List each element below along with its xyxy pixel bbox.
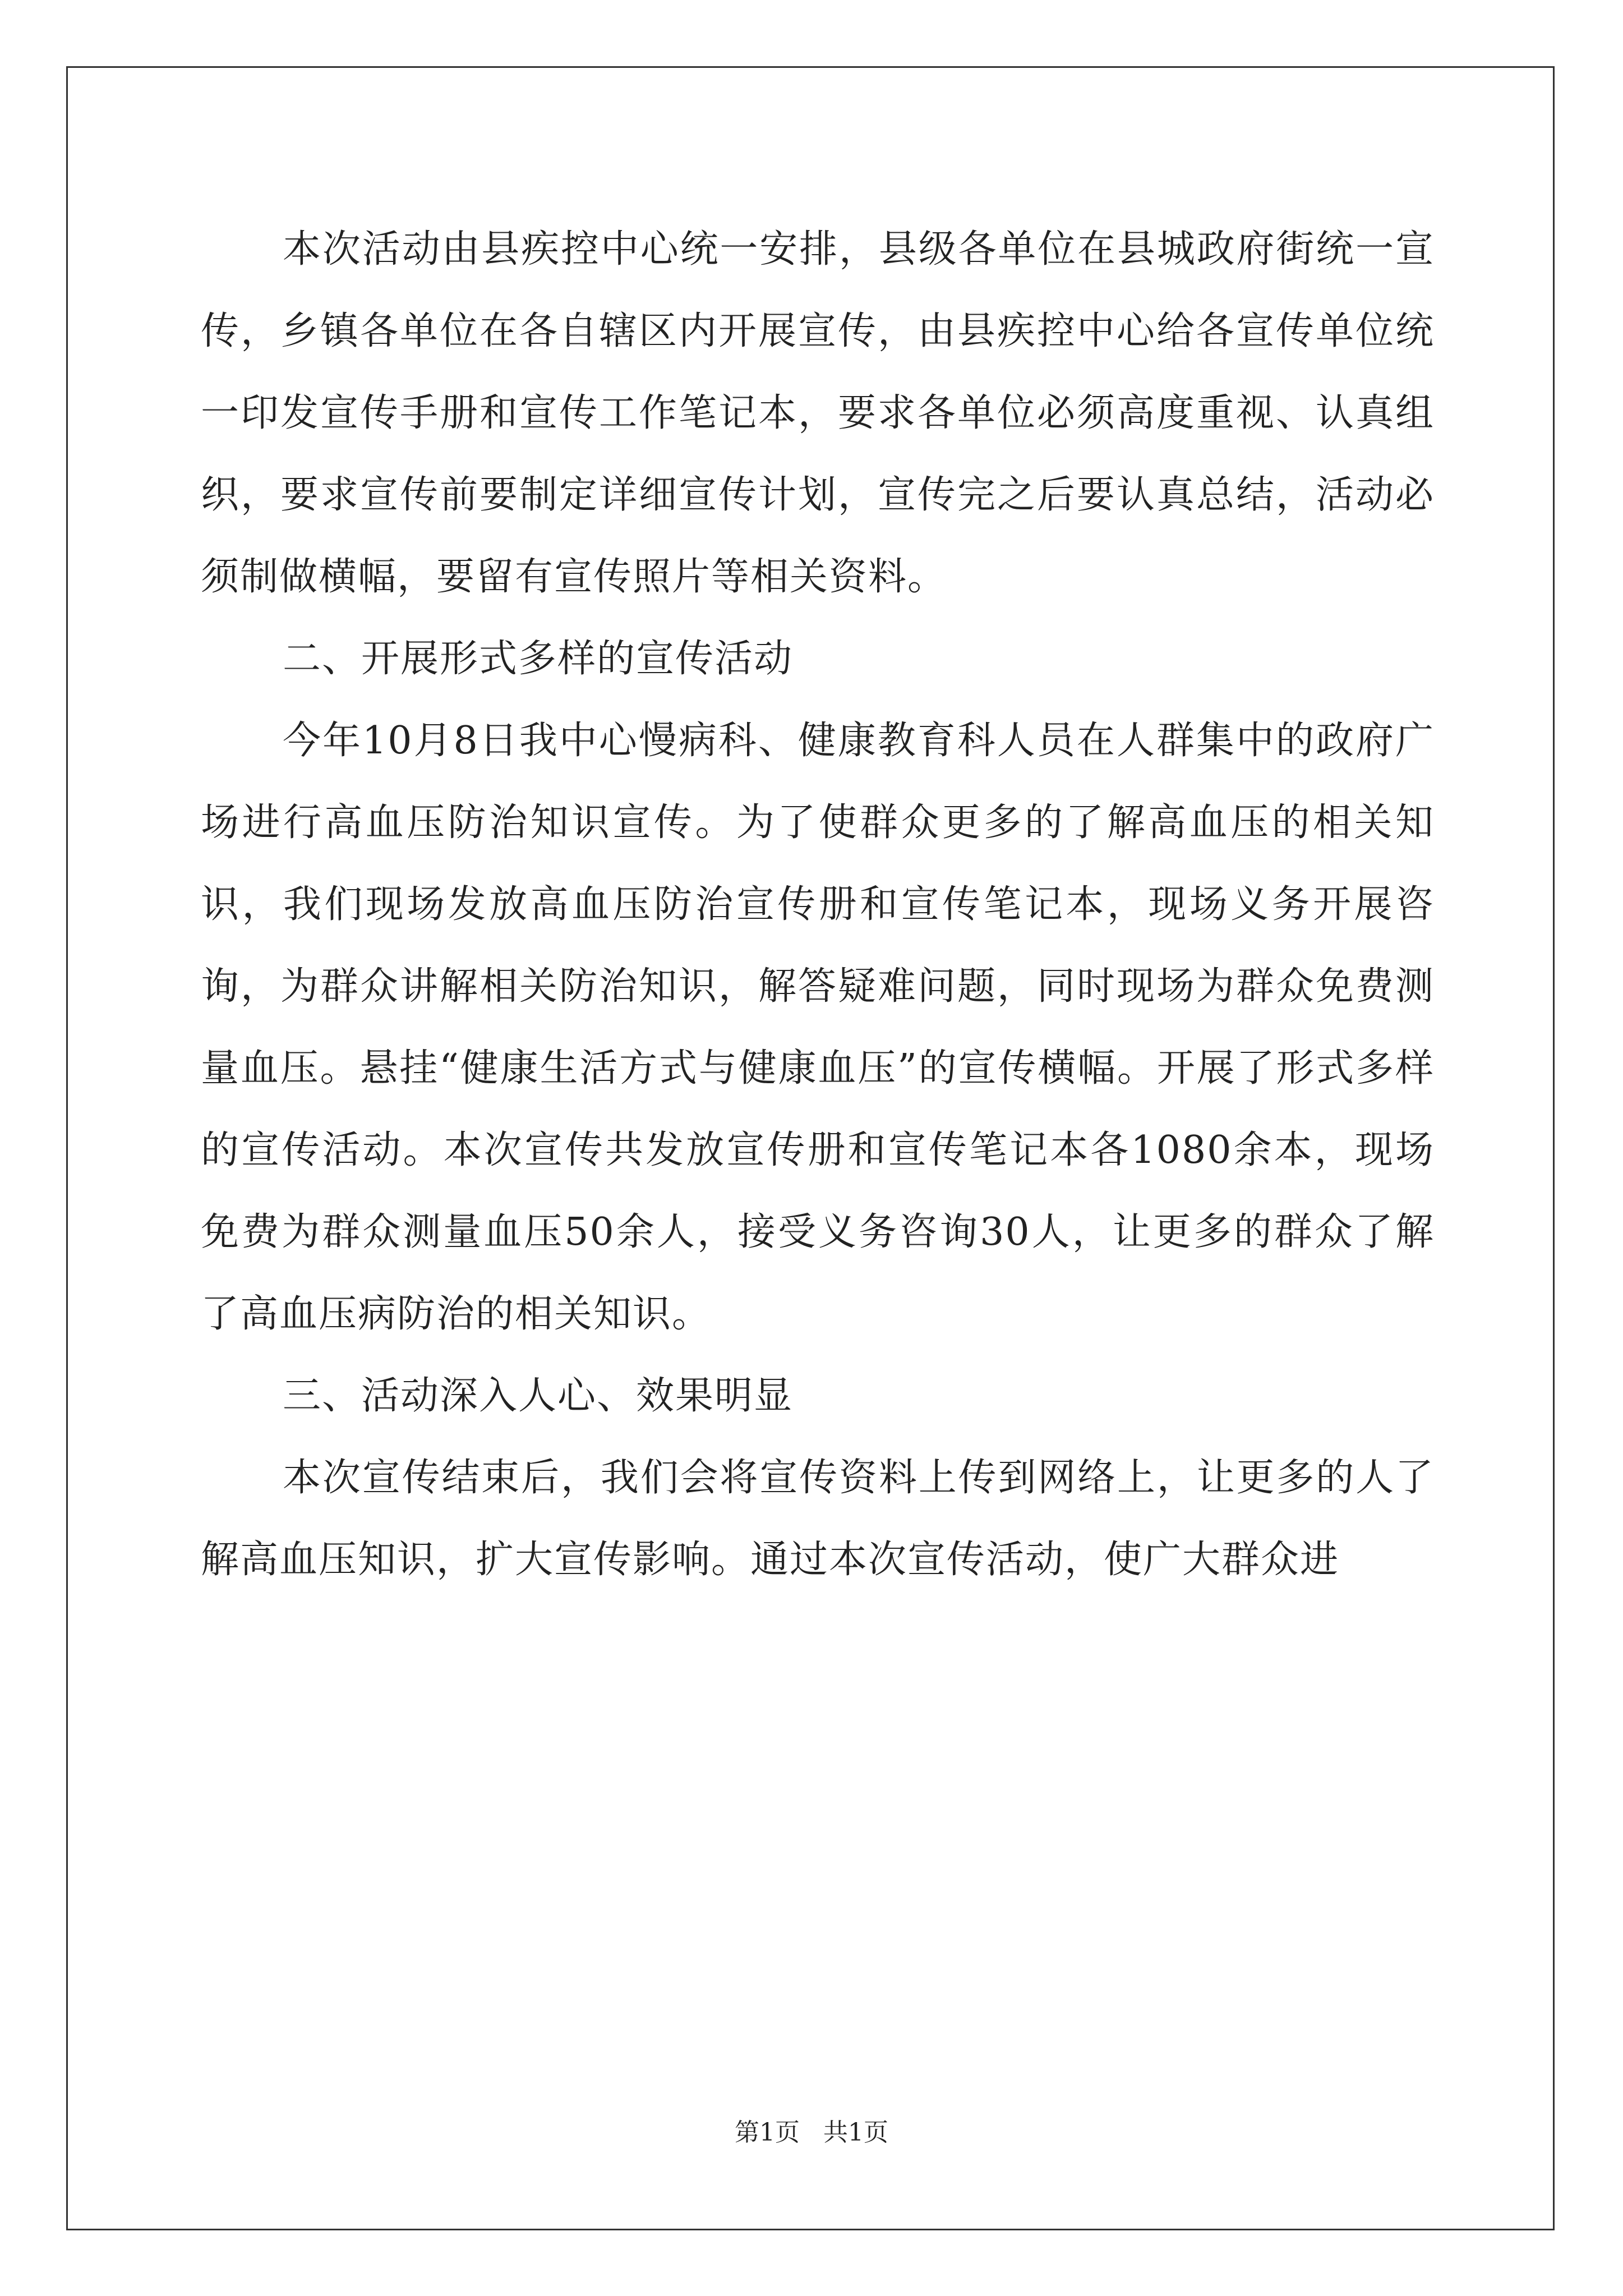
paragraph-activities: 今年10月8日我中心慢病科、健康教育科人员在人群集中的政府广场进行高血压防治知识宣传。为了使群众更多的了解高血压的相关知识，我们现场发放高血压防治宣传册和宣传笔记本，现场义务开展咨询，为群众讲解相关防治知识，解答疑难问题，同时现场为群众免费测量血压。悬挂“健康生活方式与健康血压”的宣传横幅。开展了形式多样的宣传活动。本次宣传共发放宣传册和宣传笔记本各1080余本，现场免费为群众测量血压50余人，接受义务咨询30人，让更多的群众了解了高血压病防治的相关知识。: [201, 719, 1435, 1336]
document-body: [201, 209, 1435, 1601]
section-heading-3: 三、活动深入人心、效果明显: [283, 1374, 794, 1418]
paragraph-arrangement: 本次活动由县疾控中心统一安排，县级各单位在县城政府街统一宣传，乡镇各单位在各自辖区内开展宣传，由县疾控中心给各宣传单位统一印发宣传手册和宣传工作笔记本，要求各单位必须高度重视、认真组织，要求宣传前要制定详细宣传计划，宣传完之后要认真总结，活动必须制做横幅，要留有宣传照片等相关资料。: [201, 227, 1435, 599]
paragraph-results: 本次宣传结束后，我们会将宣传资料上传到网络上，让更多的人了解高血压知识，扩大宣传影响。通过本次宣传活动，使广大群众进: [201, 1456, 1435, 1582]
section-heading-2: 二、开展形式多样的宣传活动: [283, 637, 794, 681]
page-footer: 第1页 共1页: [735, 2118, 888, 2147]
